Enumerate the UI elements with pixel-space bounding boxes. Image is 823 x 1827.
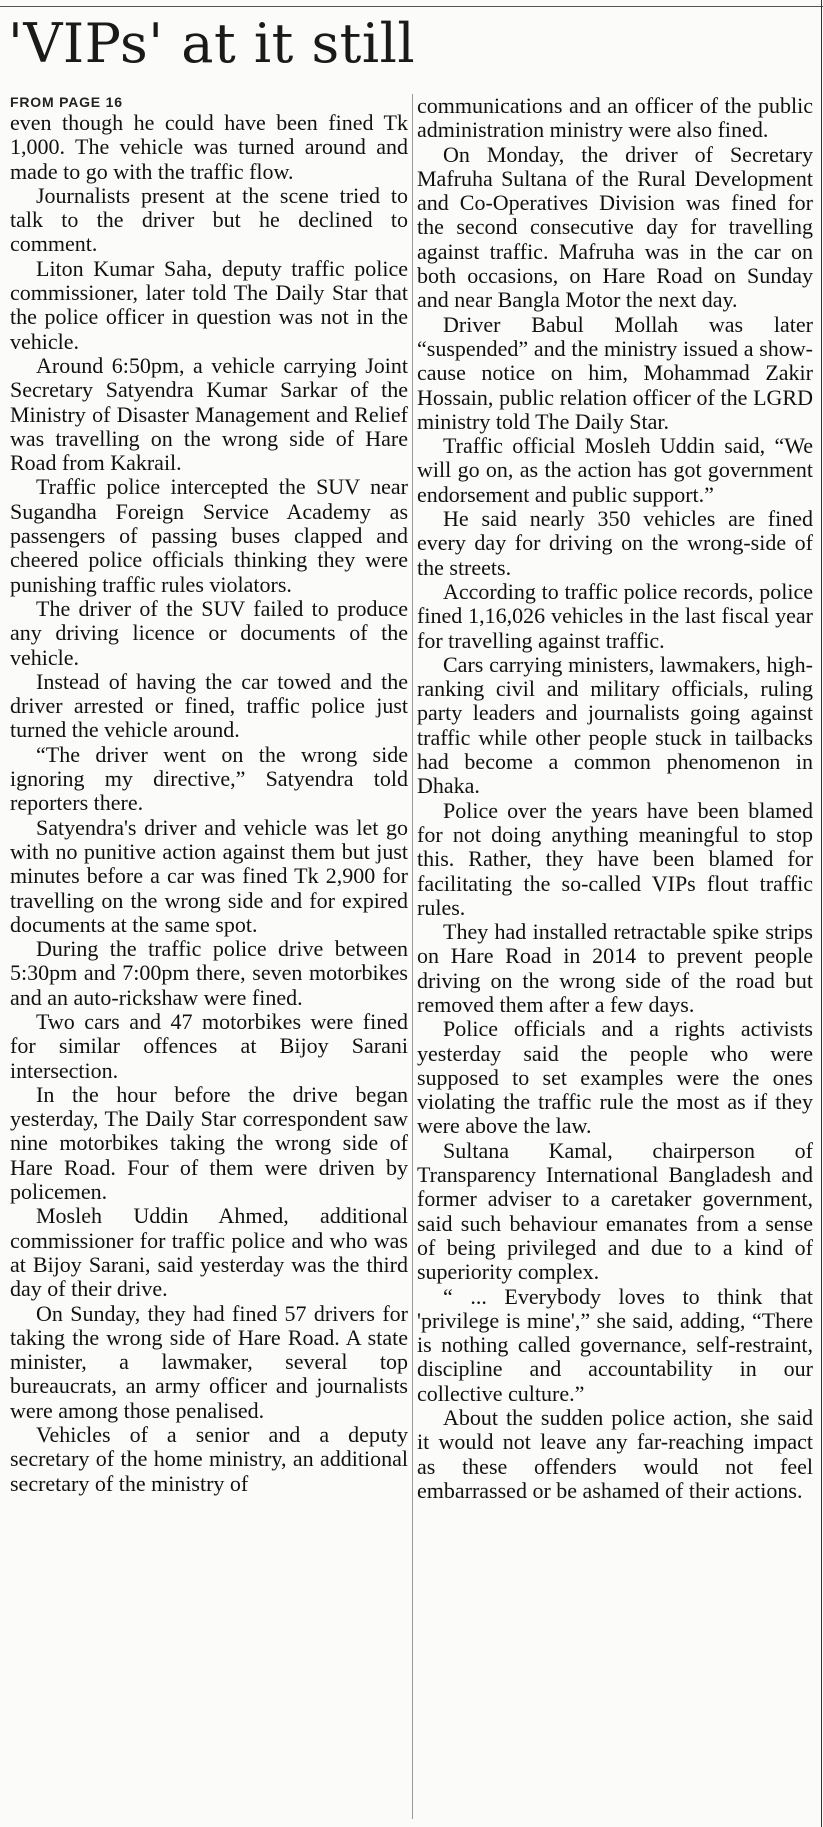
paragraph: He said nearly 350 vehicles are fined every day for driving on the wrong-side of the streets.	[417, 506, 813, 580]
paragraph: communications and an officer of the public administration ministry were also fined.	[417, 94, 813, 143]
paragraph: Cars carrying ministers, lawmakers, high-ranking civil and military officials, ruling party leaders and journalists going against traffic while other people stuck in tailbacks had become a common phenomenon in Dhaka.	[417, 651, 813, 799]
paragraph: Instead of having the car towed and the driver arrested or fined, traffic police just turned the vehicle around.	[10, 668, 408, 743]
top-rule	[0, 6, 823, 7]
paragraph: Traffic police intercepted the SUV near Sugandha Foreign Service Academy as passengers of passing buses clapped and cheered police officials thinking they were punishing traffic rules violators.	[10, 474, 408, 597]
paragraph: even though he could have been fined Tk 1,000. The vehicle was turned around and made to go with the traffic flow.	[10, 110, 408, 184]
paragraph: Vehicles of a senior and a deputy secretary of the home ministry, an additional secretary of the ministry of	[10, 1422, 408, 1496]
paragraph: During the traffic police drive between 5:30pm and 7:00pm there, seven motorbikes and an auto-rickshaw were fined.	[10, 936, 408, 1010]
paragraph: They had installed retractable spike strips on Hare Road in 2014 to prevent people driving on the wrong side of the road but removed them after a few days.	[417, 919, 813, 1017]
paragraph: On Monday, the driver of Secretary Mafruha Sultana of the Rural Development and Co-Operatives Division was fined for the second consecutive day for travelling against traffic. Mafruha was in the car on both occasions, on Hare Road on Sunday and near Bangla Motor the next day.	[417, 141, 813, 313]
dateline: FROM PAGE 16	[10, 94, 123, 110]
paragraph: “ ... Everybody loves to think that 'privilege is mine',” she said, adding, “There is nothing called governance, self-restraint, discipline and accountability in our collective culture.”	[417, 1283, 813, 1406]
paragraph: Police officials and a rights activists yesterday said the people who were supposed to set examples were the ones violating the traffic rule the most as if they were above the law.	[417, 1016, 813, 1139]
paragraph: Two cars and 47 motorbikes were fined for similar offences at Bijoy Sarani intersection.	[10, 1008, 408, 1083]
paragraph: Journalists present at the scene tried to talk to the driver but he declined to comment.	[10, 182, 408, 257]
right-edge-rule	[821, 0, 822, 1827]
right-column	[417, 94, 813, 1824]
paragraph: In the hour before the drive began yesterday, The Daily Star correspondent saw nine motorbikes taking the wrong side of Hare Road. Four of them were driven by policemen.	[10, 1081, 408, 1205]
paragraph: Around 6:50pm, a vehicle carrying Joint Secretary Satyendra Kumar Sarkar of the Ministry of Disaster Management and Relief was travelling on the wrong side of Hare Road from Kakrail.	[10, 352, 408, 476]
paragraph: Sultana Kamal, chairperson of Transparency International Bangladesh and former adviser to a caretaker government, said such behaviour emanates from a sense of being privileged and due to a kind of superiority complex.	[417, 1137, 813, 1285]
paragraph: Driver Babul Mollah was later “suspended” and the ministry issued a show-cause notice on him, Mohammad Zakir Hossain, public relation officer of the LGRD ministry told The Daily Star.	[417, 311, 813, 434]
paragraph: Mosleh Uddin Ahmed, additional commissioner for traffic police and who was at Bijoy Sarani, said yesterday was the third day of their drive.	[10, 1203, 408, 1302]
paragraph: The driver of the SUV failed to produce any driving licence or documents of the vehicle.	[10, 595, 408, 670]
paragraph: About the sudden police action, she said it would not leave any far-reaching impact as these offenders would not feel embarrassed or be ashamed of their actions.	[417, 1405, 813, 1503]
column-divider	[412, 94, 413, 1819]
paragraph: According to traffic police records, police fined 1,16,026 vehicles in the last fiscal year for travelling against traffic.	[417, 578, 813, 653]
left-column	[10, 93, 408, 1823]
headline: 'VIPs' at it still	[8, 12, 416, 75]
paragraph: “The driver went on the wrong side ignoring my directive,” Satyendra told reporters there.	[10, 741, 408, 816]
paragraph: Liton Kumar Saha, deputy traffic police commissioner, later told The Daily Star that the police officer in question was not in the vehicle.	[10, 255, 408, 354]
paragraph: Police over the years have been blamed for not doing anything meaningful to stop this. Rather, they have been blamed for facilitating the so-called VIPs flout traffic rules.	[417, 797, 813, 920]
paragraph: Satyendra's driver and vehicle was let go with no punitive action against them but just minutes before a car was fined Tk 2,900 for travelling on the wrong side and for expired documents at the same spot.	[10, 814, 408, 937]
paragraph: Traffic official Mosleh Uddin said, “We will go on, as the action has got government endorsement and public support.”	[417, 433, 813, 507]
paragraph: On Sunday, they had fined 57 drivers for taking the wrong side of Hare Road. A state minister, a lawmaker, several top bureaucrats, an army officer and journalists were among those penalised.	[10, 1300, 408, 1423]
